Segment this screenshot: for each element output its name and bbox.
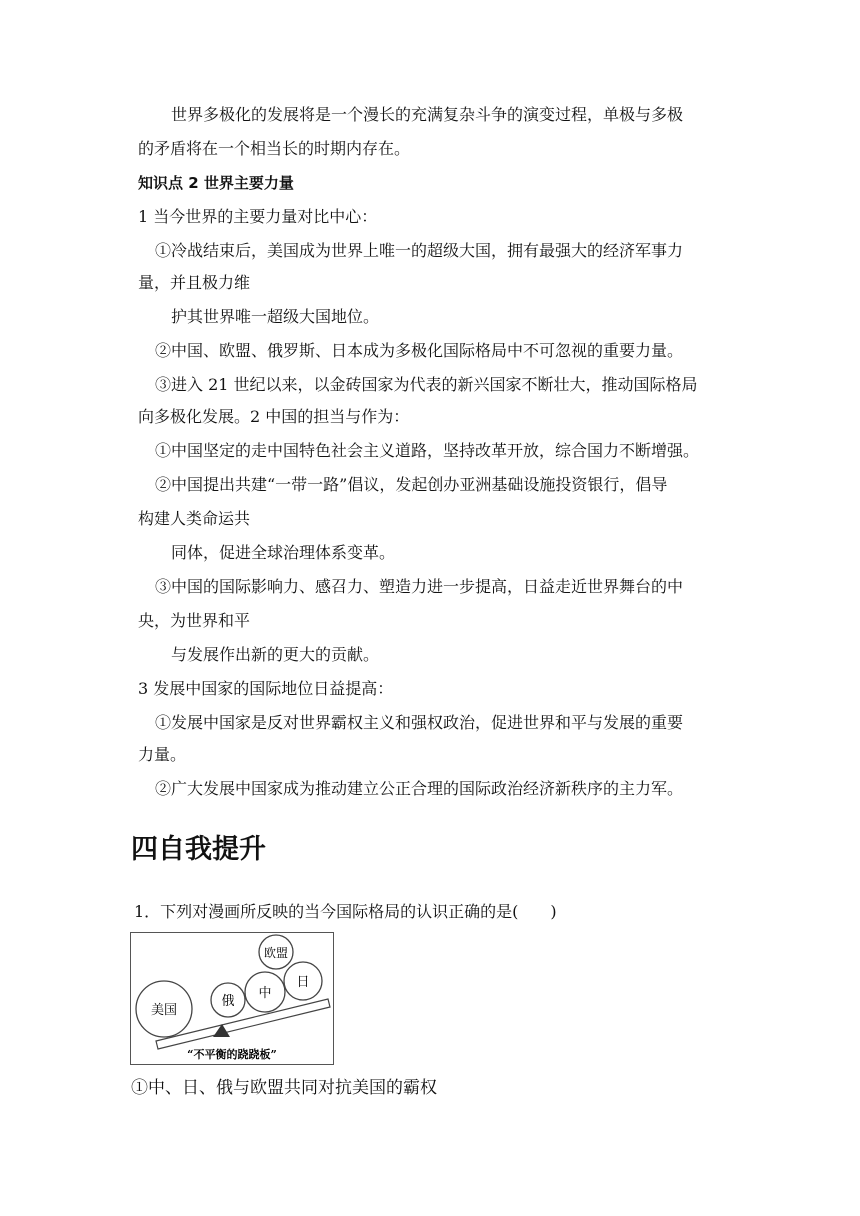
section-title: 1 当今世界的主要力量对比中心： (138, 207, 378, 226)
russia-label: 俄 (221, 994, 235, 1009)
usa-label: 美国 (150, 1003, 178, 1018)
list-item-line: ①中国坚定的走中国特色社会主义道路，坚持改革开放，综合国力不断增强。 (155, 441, 700, 460)
list-item-line: ②中国、欧盟、俄罗斯、日本成为多极化国际格局中不可忽视的重要力量。 (155, 341, 684, 360)
list-item-line: 护其世界唯一超级大国地位。 (171, 307, 380, 326)
section-heading: 四自我提升 (131, 834, 266, 865)
japan-label: 日 (296, 975, 310, 990)
eu-label: 欧盟 (263, 946, 289, 960)
paragraph-line: 的矛盾将在一个相当长的时期内存在。 (138, 139, 411, 158)
list-item-line: 构建人类命运共 (138, 509, 251, 528)
seesaw-cartoon (131, 933, 333, 1064)
paragraph-line: 世界多极化的发展将是一个漫长的充满复杂斗争的演变过程，单极与多极 (171, 105, 684, 124)
list-item-line: 央，为世界和平 (138, 611, 251, 630)
cartoon-caption: “不平衡的跷跷板” (187, 1048, 277, 1061)
question-stem: 1．下列对漫画所反映的当今国际格局的认识正确的是( ) (134, 902, 557, 921)
list-item-line: 与发展作出新的更大的贡献。 (171, 645, 380, 664)
answer-option: ①中、日、俄与欧盟共同对抗美国的霸权 (131, 1078, 437, 1098)
list-item-line: 向多极化发展。2 中国的担当与作为： (138, 407, 410, 426)
list-item-line: ①冷战结束后，美国成为世界上唯一的超级大国，拥有最强大的经济军事力 (155, 241, 684, 260)
list-item-line: 量，并且极力维 (138, 273, 251, 292)
china-label: 中 (258, 986, 272, 1001)
list-item-line: ③中国的国际影响力、感召力、塑造力进一步提高，日益走近世界舞台的中 (155, 577, 684, 596)
list-item-line: 力量。 (138, 745, 187, 764)
list-item-line: ③进入 21 世纪以来，以金砖国家为代表的新兴国家不断壮大，推动国际格局 (155, 375, 698, 394)
knowledge-point-title: 知识点 2 世界主要力量 (138, 174, 294, 192)
list-item-line: ②广大发展中国家成为推动建立公正合理的国际政治经济新秩序的主力军。 (155, 779, 684, 798)
list-item-line: ②中国提出共建“一带一路”倡议，发起创办亚洲基础设施投资银行，倡导 (155, 475, 668, 494)
section-title: 3 发展中国家的国际地位日益提高： (138, 679, 394, 698)
cartoon-figure (130, 932, 334, 1065)
list-item-line: 同体，促进全球治理体系变革。 (171, 543, 396, 562)
list-item-line: ①发展中国家是反对世界霸权主义和强权政治，促进世界和平与发展的重要 (155, 713, 684, 732)
